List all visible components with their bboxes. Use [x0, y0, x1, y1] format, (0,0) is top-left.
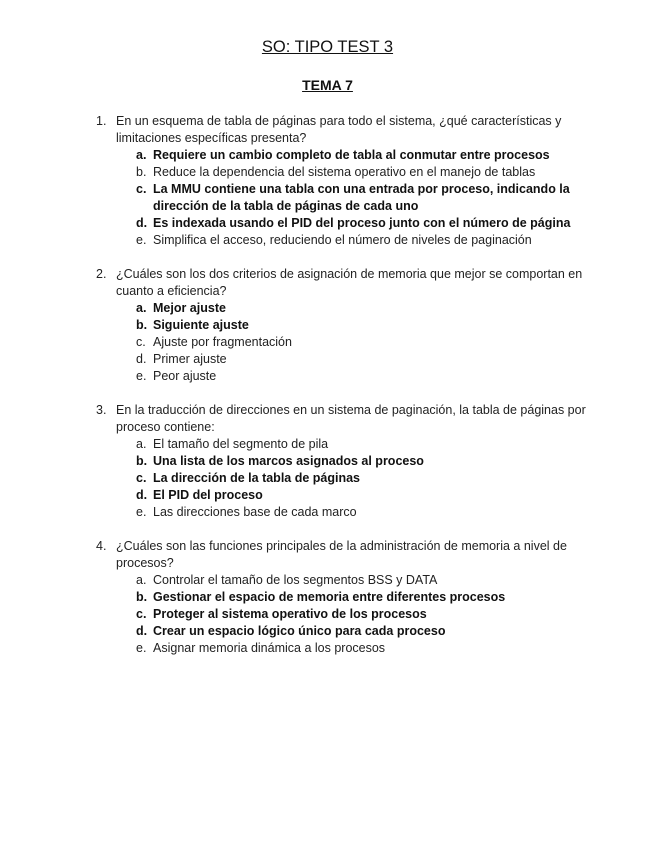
option-text: Es indexada usando el PID del proceso junto con el número de página	[153, 216, 571, 230]
option-a	[136, 300, 586, 317]
question-text: En la traducción de direcciones en un sistema de paginación, la tabla de páginas por proceso contiene:	[116, 403, 586, 434]
option-b	[136, 589, 586, 606]
question-number: 1.	[96, 114, 107, 128]
option-letter: a.	[136, 301, 147, 315]
option-d	[136, 351, 586, 368]
option-list	[136, 572, 586, 657]
question-header	[96, 402, 586, 436]
option-d	[136, 215, 586, 232]
option-a	[136, 147, 586, 164]
option-c	[136, 334, 586, 351]
option-letter: a.	[136, 573, 147, 587]
question-header	[96, 538, 586, 572]
option-c	[136, 181, 586, 215]
question-header	[96, 113, 586, 147]
option-text: Simplifica el acceso, reduciendo el número de niveles de paginación	[153, 233, 532, 247]
option-letter: d.	[136, 624, 148, 638]
option-text: Siguiente ajuste	[153, 318, 249, 332]
option-list	[136, 436, 586, 521]
option-e	[136, 232, 586, 249]
option-letter: c.	[136, 182, 147, 196]
option-text: El PID del proceso	[153, 488, 263, 502]
option-letter: c.	[136, 471, 147, 485]
option-a	[136, 572, 586, 589]
option-list	[136, 147, 586, 249]
question-4	[96, 538, 586, 657]
option-letter: a.	[136, 148, 147, 162]
question-3	[96, 402, 586, 521]
option-letter: e.	[136, 369, 147, 383]
option-text: El tamaño del segmento de pila	[153, 437, 329, 451]
option-text: Reduce la dependencia del sistema operativo en el manejo de tablas	[153, 165, 536, 179]
question-number: 4.	[96, 539, 107, 553]
option-text: Ajuste por fragmentación	[153, 335, 292, 349]
option-b	[136, 453, 586, 470]
option-letter: b.	[136, 590, 148, 604]
option-d	[136, 487, 586, 504]
question-header	[96, 266, 586, 300]
question-2	[96, 266, 586, 385]
option-letter: c.	[136, 607, 147, 621]
option-letter: e.	[136, 233, 147, 247]
option-d	[136, 623, 586, 640]
option-letter: d.	[136, 216, 148, 230]
document-subtitle: TEMA 7	[302, 77, 353, 93]
option-letter: b.	[136, 318, 148, 332]
question-list	[96, 113, 586, 674]
option-list	[136, 300, 586, 385]
option-e	[136, 368, 586, 385]
option-text: Primer ajuste	[153, 352, 227, 366]
option-text: Peor ajuste	[153, 369, 217, 383]
option-letter: e.	[136, 641, 147, 655]
option-b	[136, 164, 586, 181]
option-text: Proteger al sistema operativo de los procesos	[153, 607, 427, 621]
option-text: Crear un espacio lógico único para cada proceso	[153, 624, 446, 638]
option-text: Requiere un cambio completo de tabla al conmutar entre procesos	[153, 148, 550, 162]
option-text: Controlar el tamaño de los segmentos BSS y DATA	[153, 573, 438, 587]
question-number: 3.	[96, 403, 107, 417]
option-letter: c.	[136, 335, 146, 349]
option-text: Una lista de los marcos asignados al proceso	[153, 454, 424, 468]
option-text: Asignar memoria dinámica a los procesos	[153, 641, 386, 655]
option-letter: d.	[136, 488, 148, 502]
option-letter: b.	[136, 165, 147, 179]
question-text: ¿Cuáles son las funciones principales de la administración de memoria a nivel de procesos?	[116, 539, 567, 570]
option-letter: d.	[136, 352, 147, 366]
question-text: ¿Cuáles son los dos criterios de asignación de memoria que mejor se comportan en cuanto a eficiencia?	[116, 267, 583, 298]
option-letter: a.	[136, 437, 147, 451]
option-letter: e.	[136, 505, 147, 519]
question-text: En un esquema de tabla de páginas para todo el sistema, ¿qué características y limitaciones específicas presenta?	[116, 114, 562, 145]
question-1	[96, 113, 586, 249]
option-b	[136, 317, 586, 334]
option-c	[136, 606, 586, 623]
option-e	[136, 504, 586, 521]
option-letter: b.	[136, 454, 148, 468]
option-e	[136, 640, 586, 657]
option-text: La dirección de la tabla de páginas	[153, 471, 361, 485]
option-a	[136, 436, 586, 453]
option-c	[136, 470, 586, 487]
option-text: Mejor ajuste	[153, 301, 226, 315]
document-title: SO: TIPO TEST 3	[261, 38, 394, 56]
option-text: La MMU contiene una tabla con una entrada por proceso, indicando la dirección de la tabla de páginas de cada uno	[153, 182, 570, 213]
question-number: 2.	[96, 267, 107, 281]
option-text: Las direcciones base de cada marco	[153, 505, 357, 519]
option-text: Gestionar el espacio de memoria entre diferentes procesos	[153, 590, 506, 604]
